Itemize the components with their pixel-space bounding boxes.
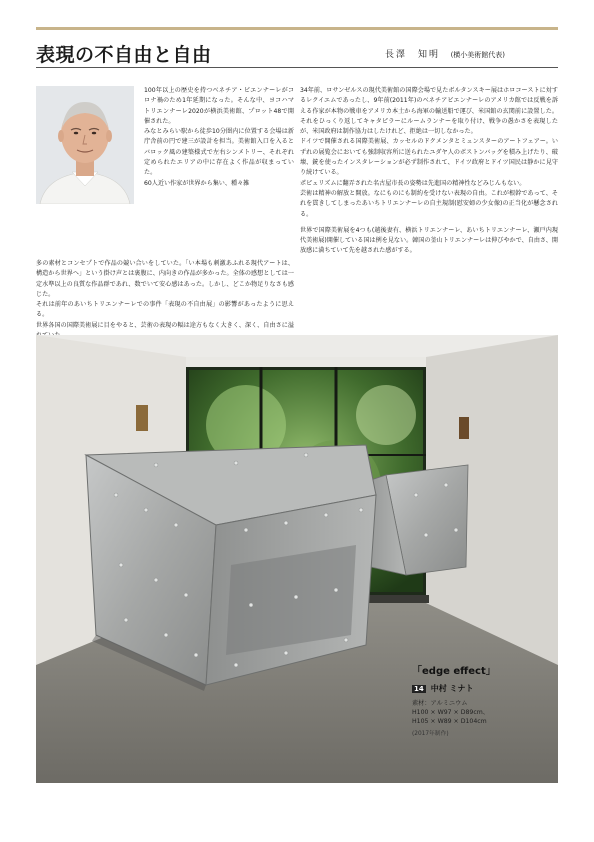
author-byline [385, 47, 505, 60]
author-name: 長澤 知明 [385, 50, 441, 60]
paragraph: みなとみらい駅から徒歩10分圏内に位置する会場は新庁舎前の円で建三が設計を担当。美術館入口を入るとバロック風の建築様式で左右シンメトリー、それぞれ定められたエリアの中に存在よく作品が収まっていた。 [144, 128, 294, 177]
article-column-left-bottom [36, 259, 294, 341]
artwork-title: 「edge effect」 [412, 666, 496, 677]
artwork-number-badge: 14 [414, 684, 424, 693]
paragraph: 世界で国際美術展を4つも(越後妻有、横浜トリエンナーレ、あいちトリエンナーレ、瀬戸内現代美術展)開催している国は例を見ない。韓国の釜山トリエンナーレは伸びやかで、自由さ、開放感に満ちていて先を越された感がする。 [300, 226, 558, 255]
artwork-artist-row [412, 683, 547, 694]
article-column-right [300, 86, 558, 257]
artwork-year: (2017年制作) [412, 731, 449, 737]
artwork-dimensions-2: H105 × W89 × D104cm [412, 718, 487, 725]
paragraph: 世界各国の国際美術展に目をやると、芸術の表現の幅は途方もなく大きく、深く、自由さに溢 [36, 321, 294, 329]
author-portrait [36, 86, 134, 204]
author-role: (横小美術館代表) [450, 51, 506, 59]
paragraph: ドイツで開催される国際美術展、カッセルのドクメンタとミュンスターのアートフェアー。いずれの展覧会においても強制収容所に送られたユダヤ人のボストンバッグを積み上げたり、破壊、銃を使ったインスタレーションが必ず制作されて、ドイツ政府とドイツ国民は静かに見守り続けている。 [300, 138, 558, 177]
paragraph: 芸術は精神の解放と開放。なにものにも制約を受けない表現の自由。これが根幹であって、それを貫きしてしまったあいちトリエンナーレの自主規制(慰安婦の少女像)の正当化が懸念される。 [300, 189, 558, 218]
artwork-material: 素材：アルミニウム [412, 700, 468, 707]
portrait-illustration [36, 86, 134, 204]
paragraph: 100年以上の歴史を持つベネチア・ビエンナーレがコロナ禍のため1年延期になった。そんな中、ヨコハマトリエンナーレ2020が横浜美術館、プロット48で開催された。 [144, 87, 294, 125]
paragraph: ポピュリズムに翻弄された名古屋市長の姿勢は先進国の精神性などみじんもない。 [300, 179, 526, 187]
paragraph: それは前年のあいちトリエンナーレでの事件「表現の不自由展」の影響があったように思える。 [36, 301, 294, 319]
paragraph: 34年前、ロサンゼルスの現代美術館の国際会場で見たボルタンスキー展はホロコーストに対するレクイエムであったし、9年前(2011年)のベネチアビエンナーレのアメリカ館では反戦を訴える作家が本物の戦車をアメリカ本土から海軍の輸送船で運び、米国館の玄関前に設置した。それをひっくり返してキャタピラーにルームランナーを取り付け、戦争の愚かさを表現したが、米国政府は制作協力はしたけれど、拒絶は一切しなかった。 [300, 87, 558, 136]
paragraph: 多の素材とコンセプトで作品の競い合いをしていた。「い本場も刺激あふれる現代アートは、構造から世界へ」という掛け声とは裏腹に、内向きの作品が多かった。全体の感想としては一定水準以上の良質な作品群であれ、数でいて安心感はあった。しかし、どこか物足りなさも感じた。 [36, 260, 294, 298]
artwork-caption [412, 662, 547, 737]
title-divider [36, 67, 558, 68]
article-column-left-top [144, 86, 294, 189]
artwork-dimensions-1: H100 × W97 × D89cm、 [412, 709, 489, 716]
paragraph: 60人近い作家が世界から集い、種々雑 [144, 179, 250, 187]
article-title: 表現の不自由と自由 [36, 44, 212, 66]
top-accent-rule [36, 27, 558, 30]
artist-name: 中村 ミナト [430, 684, 474, 693]
